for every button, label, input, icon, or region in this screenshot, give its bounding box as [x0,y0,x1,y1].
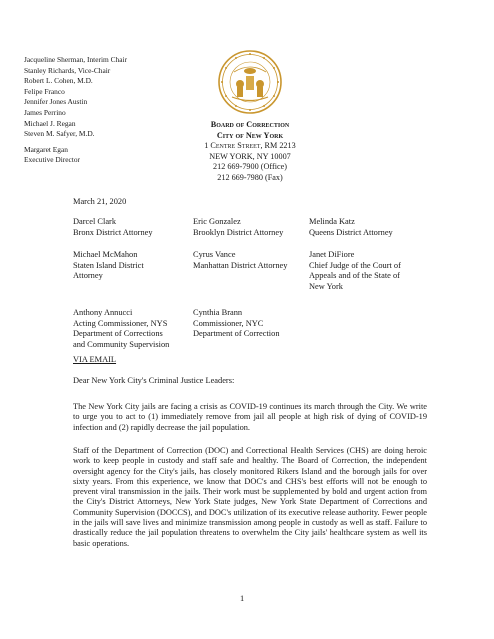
addressee-title: Department of Correction [193,329,280,339]
addressee-title: New York [309,281,343,291]
addressee-title: Appeals and of the State of [309,271,400,281]
director-name: Margaret Egan [24,144,68,154]
addressee-title: and Community Supervision [73,339,170,349]
board-city: City of New York [216,130,284,140]
addressee-name: Janet DiFiore [309,250,355,259]
addressee-name: Eric Gonzalez [193,217,241,226]
addressee-title: Attorney [73,271,103,281]
board-street: 1 Centre Street, RM 2213 [204,141,296,151]
addressee-title: Acting Commissioner, NYS [73,318,168,328]
addressee-block [73,217,153,238]
member-name: James Perrino [24,107,66,117]
body-paragraph: Staff of the Department of Correction (DOC) and Correctional Health Services (CHS) are doing heroic work to keep people in custody and staff safe and healthy. The Board of Correction, the independent oversight agency for the City's jails, has closely monitored Rikers Island and the borough jails for over sixty years. From this experience, we know that DOC's and CHS's best efforts will not be enough to prevent viral transmission in the jails. Their work must be supplemented by bold and urgent action from the City's District Attorneys, New York State judges, New York State Department of Corrections and Community Supervision (DOCCS), and DOC's utilization of its executive release authority. Fewer people in the jails will save lives and minimize transmission among people in custody as well as staff. Failure to drastically reduce the jail population threatens to overwhelm the City jails' healthcare system as well its basic operations. [73,446,427,548]
addressee-title: Staten Island District [73,260,144,270]
via-email-label: VIA EMAIL [73,355,117,364]
addressee-name: Darcel Clark [73,217,117,226]
member-name: Robert L. Cohen, M.D. [24,76,93,86]
addressee-name: Melinda Katz [309,217,355,226]
city-seal-logo [218,50,282,114]
addressee-block [309,250,401,292]
addressee-title: Manhattan District Attorney [193,260,288,270]
addressee-title: Chief Judge of the Court of [309,260,401,270]
addressee-block [73,250,144,282]
addressee-title: Brooklyn District Attorney [193,227,284,237]
addressee-name: Cyrus Vance [193,250,236,259]
salutation: Dear New York City's Criminal Justice Leaders: [73,376,235,385]
addressee-block [193,217,283,238]
addressee-title: Queens District Attorney [309,227,393,237]
board-citystate: NEW YORK, NY 10007 [209,151,291,161]
member-name: Steven M. Safyer, M.D. [24,129,95,139]
addressee-block [309,217,393,238]
body-paragraph: The New York City jails are facing a crisis as COVID-19 continues its march through the City. We write to urge you to act to (1) immediately remove from jail all people at high risk of dying of COVID-19 infection and (2) rapidly decrease the jail population. [73,402,427,432]
page-number: 1 [240,594,245,603]
addressee-name: Cynthia Brann [193,308,243,317]
letter-date: March 21, 2020 [73,197,127,206]
addressee-title: Commissioner, NYC [193,318,264,328]
board-office-phone: 212 669-7900 (Office) [213,162,287,172]
addressee-block [73,308,169,350]
member-name: Stanley Richards, Vice-Chair [24,65,111,75]
addressee-title: Department of Corrections [73,329,163,339]
director-title: Executive Director [24,155,81,165]
addressee-block [193,250,287,271]
member-name: Michael J. Regan [24,118,76,128]
board-letterhead [185,120,315,184]
addressee-name: Anthony Annucci [73,308,133,317]
board-fax: 212 669-7980 (Fax) [217,172,283,182]
member-name: Jennifer Jones Austin [24,97,88,107]
addressee-name: Michael McMahon [73,250,138,259]
board-name: Board of Correction [210,120,290,129]
addressee-block [193,308,280,340]
member-name: Jacqueline Sherman, Interim Chair [24,55,128,64]
member-name: Felipe Franco [24,86,65,96]
board-members-list [24,55,127,166]
addressee-title: Bronx District Attorney [73,227,153,237]
